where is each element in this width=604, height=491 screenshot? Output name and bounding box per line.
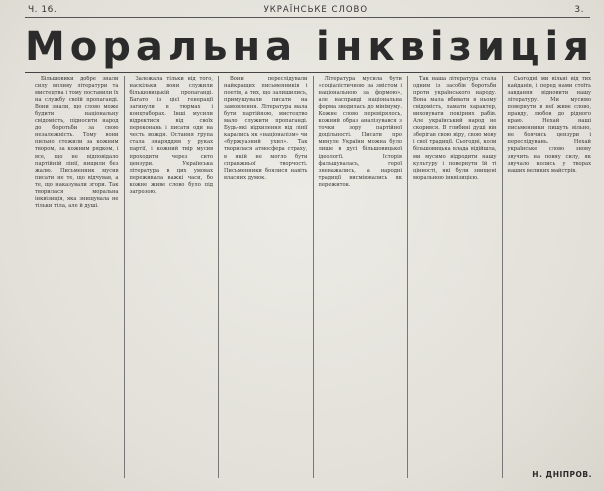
text-column-5 — [408, 76, 503, 478]
column-text: Так наша література стала одним із засобів боротьби проти українського народу. Вона мала вбивати в ньому свідомість, ламати характер, виховувати покірних рабів. Але український народ не скорився. В глибині душі він зберігав свою віру, свою мову і свої традиції. Сьогодні, коли більшовицька влада відійшла, ми мусимо відродити нашу культуру і повернути їй ті цінності, які були знищені моральною інквізицією. — [413, 76, 497, 181]
issue-number: Ч. 16. — [28, 5, 58, 15]
text-column-6 — [503, 76, 597, 478]
article-columns — [30, 76, 596, 478]
page-header — [28, 3, 584, 17]
newspaper-name: УКРАЇНСЬКЕ СЛОВО — [263, 5, 369, 15]
header-rule — [25, 17, 590, 18]
title-rule — [25, 72, 590, 73]
column-text: Більшовики добре знали силу впливу літератури та мистецтва і тому поставили їх на службу своїй пропаганді. Вони знали, що слово може будити національну свідомість, підносити народ до боротьби за свою незалежність. Тому вони пильно стежили за кожним твором, за кожним рядком, і все, що не відповідало партійній лінії, нищили без жалю. Письменник мусив писати не те, що відчував, а те, що наказували згори. Так творилася моральна інквізиція, яка знищувала не тільки тіла, але й душі. — [35, 76, 119, 209]
text-column-2 — [125, 76, 220, 478]
text-column-3 — [219, 76, 314, 478]
article-title: Моральна інквізиція — [25, 24, 594, 70]
text-column-1 — [30, 76, 125, 478]
column-text: Залежала тільки від того, наскільки вони служили більшовицькій пропаганді. Багато із цієї генерації загинули в тюрмах і концтаборах. Інші мусили відректися від своїх переконань і писати оди на честь вождя. Остання група стала знаряддям у руках партії, і кожний твір мусив проходити через сито цензури. Українська література в цих умовах переживала важкі часи, бо кожне живе слово було під загрозою. — [129, 76, 213, 195]
page-number: 3. — [574, 5, 584, 15]
column-text: Сьогодні ми вільні від тих кайданів, і перед нами стоїть завдання відновити нашу літературу. Ми мусимо повернути в неї живе слово, правду, любов до рідного краю. Нехай наші письменники пишуть вільно, не боячись цензури і переслідувань. Нехай українське слово знову звучить на повну силу, як звучало колись у творах наших великих майстрів. — [507, 76, 591, 174]
column-text: Вони переслідували найкращих письменників і поетів, а тих, що залишились, примушували писати на замовлення. Література мала бути партійною, мистецтво мало служити пропаганді. Будь-які відхилення від лінії карались як «націоналізм» чи «буржуазний ухил». Так творилася атмосфера страху, в якій не могло бути справжньої творчості. Письменники боялися навіть власних думок. — [224, 76, 308, 181]
author-signature: Н. ДНІПРОВ. — [532, 470, 592, 479]
text-column-4 — [314, 76, 409, 478]
column-text: Література мусила бути «соціалістичною за змістом і національною за формою», але насправді національна форма зводилась до мінімуму. Кожне слово перевірялось, кожний образ аналізувався з точки зору партійної доцільності. Писати про минуле України можна було лише в дусі більшовицької ідеології. Історія фальшувалась, герої зневажались, а народні традиції висміювались як пережиток. — [318, 76, 402, 188]
